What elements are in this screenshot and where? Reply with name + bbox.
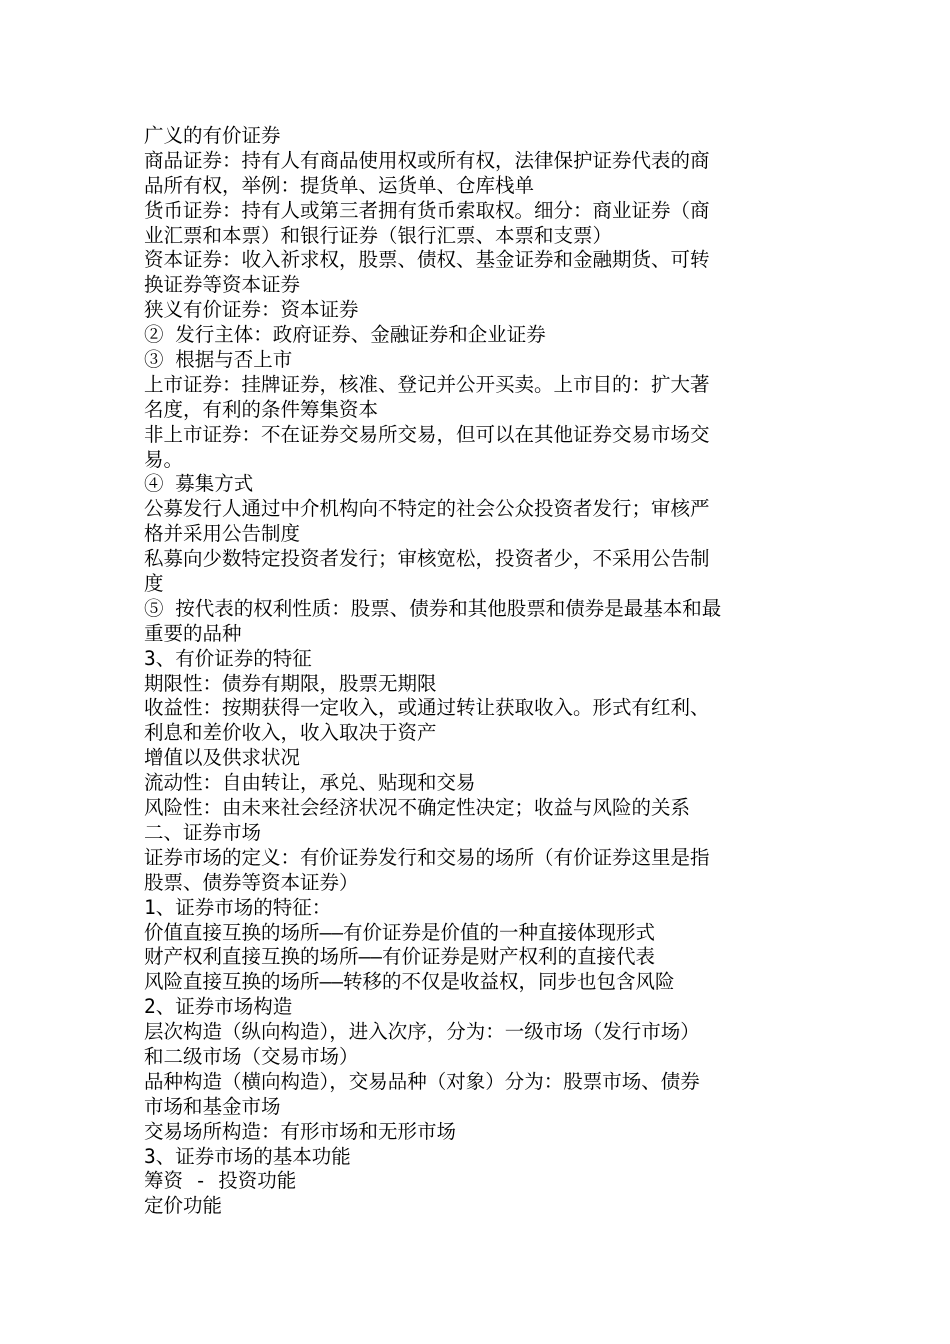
text-line: 价值直接互换的场所——有价证券是价值的一种直接体现形式: [144, 920, 655, 944]
text-line: 1、证券市场的特征：: [144, 895, 332, 919]
text-line: 和二级市场（交易市场）: [144, 1044, 359, 1068]
text-line: 财产权利直接互换的场所——有价证券是财产权利的直接代表: [144, 945, 655, 969]
text-line: ④ 募集方式: [144, 472, 254, 496]
text-line: 名度，有利的条件筹集资本: [144, 397, 379, 421]
text-line: 品所有权，举例：提货单、运货单、仓库栈单: [144, 173, 535, 197]
text-line: 私募向少数特定投资者发行；审核宽松，投资者少，不采用公告制: [144, 547, 710, 571]
text-line: ② 发行主体：政府证券、金融证券和企业证券: [144, 323, 546, 347]
text-line: 狭义有价证券：资本证券: [144, 298, 359, 322]
text-line: 层次构造（纵向构造），进入次序，分为：一级市场（发行市场）: [144, 1020, 700, 1044]
text-line: 期限性：债券有期限，股票无期限: [144, 671, 437, 695]
text-line: 重要的品种: [144, 621, 242, 645]
text-line: 换证券等资本证券: [144, 273, 301, 297]
text-line: 格并采用公告制度: [144, 522, 301, 546]
text-line: 流动性：自由转让，承兑、贴现和交易: [144, 771, 476, 795]
text-line: 上市证券：挂牌证券，核准、登记并公开买卖。上市目的：扩大著: [144, 372, 710, 396]
text-line: 公募发行人通过中介机构向不特定的社会公众投资者发行；审核严: [144, 497, 710, 521]
text-line: 风险直接互换的场所——转移的不仅是收益权，同步也包含风险: [144, 970, 675, 994]
text-line: 增值以及供求状况: [144, 746, 301, 770]
text-line: 定价功能: [144, 1194, 223, 1218]
text-line: 3、证券市场的基本功能: [144, 1144, 351, 1168]
text-line: 证券市场的定义：有价证券发行和交易的场所（有价证券这里是指: [144, 845, 710, 869]
text-line: 风险性：由未来社会经济状况不确定性决定；收益与风险的关系: [144, 796, 691, 820]
text-line: 利息和差价收入，收入取决于资产: [144, 721, 437, 745]
text-line: 货币证券：持有人或第三者拥有货币索取权。细分：商业证券（商: [144, 198, 710, 222]
text-line: 收益性：按期获得一定收入，或通过转让获取收入。形式有红利、: [144, 696, 710, 720]
text-line: 股票、债券等资本证券）: [144, 870, 359, 894]
text-line: 二、证券市场: [144, 820, 262, 844]
text-line: 资本证券：收入祈求权，股票、债权、基金证券和金融期货、可转: [144, 248, 710, 272]
text-line: 业汇票和本票）和银行证券（银行汇票、本票和支票）: [144, 223, 613, 247]
text-line: 品种构造（横向构造），交易品种（对象）分为：股票市场、债券: [144, 1069, 700, 1093]
text-line: 易。: [144, 447, 184, 471]
text-line: 3、有价证券的特征: [144, 646, 312, 670]
text-line: 筹资 - 投资功能: [144, 1169, 297, 1193]
text-line: ③ 根据与否上市: [144, 348, 293, 372]
text-line: 市场和基金市场: [144, 1094, 281, 1118]
text-line: ⑤ 按代表的权利性质：股票、债券和其他股票和债券是最基本和最: [144, 596, 722, 620]
text-line: 度: [144, 572, 164, 596]
text-line: 广义的有价证券: [144, 124, 281, 147]
text-line: 非上市证券：不在证券交易所交易，但可以在其他证券交易市场交: [144, 422, 710, 446]
text-line: 商品证券：持有人有商品使用权或所有权，法律保护证券代表的商: [144, 148, 710, 172]
document-body: [144, 124, 809, 1219]
text-line: 交易场所构造：有形市场和无形市场: [144, 1119, 457, 1143]
text-line: 2、证券市场构造: [144, 995, 293, 1019]
